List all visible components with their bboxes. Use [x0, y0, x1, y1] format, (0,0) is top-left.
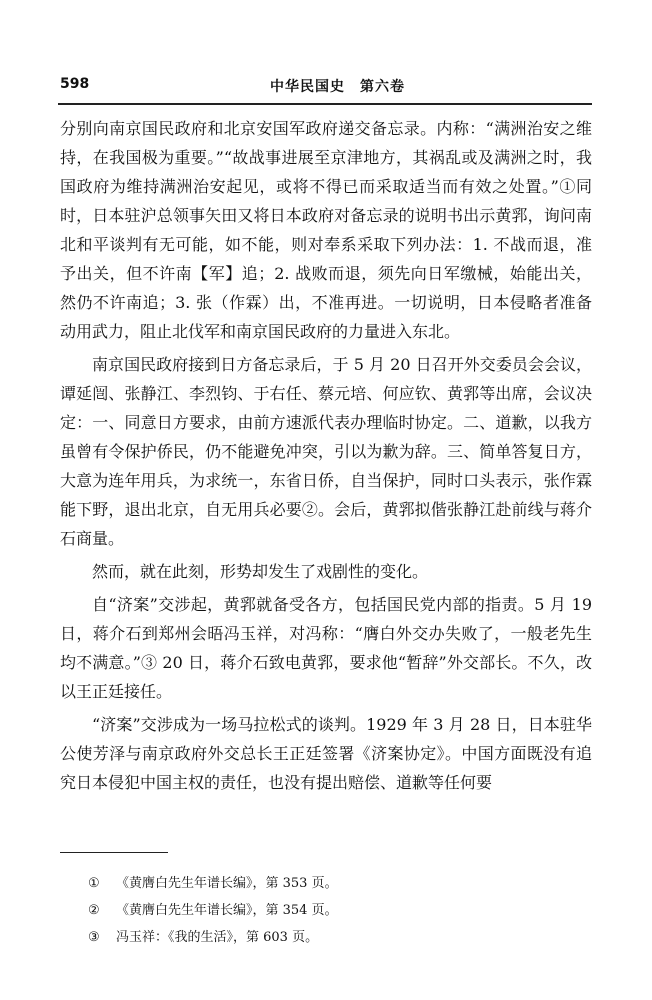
- footnote-marker: ②: [88, 903, 100, 918]
- footnote: [88, 897, 568, 924]
- paragraph: 南京国民政府接到日方备忘录后，于 5 月 20 日召开外交委员会会议，谭延闿、张静江、李烈钧、于右任、蔡元培、何应钦、黄郛等出席，会议决定：一、同意日方要求，由前方速派代表办理临时协定。二、道歉，以我方虽曾有令保护侨民，仍不能避免冲突，引以为歉为辞。三、简单答复日方，大意为连年用兵，为求统一，东省日侨，自当保护，同时口头表示，张作霖能下野，退出北京，自无用兵必要②。会后，黄郛拟偕张静江赴前线与蒋介石商量。: [60, 355, 592, 548]
- footnote-marker: ③: [88, 930, 100, 945]
- footnote-marker: ①: [88, 876, 100, 891]
- footnotes: [88, 870, 568, 951]
- paragraph: “济案”交涉成为一场马拉松式的谈判。1929 年 3 月 28 日，日本驻华公使芳泽与南京政府外交总长王正廷签署《济案协定》。中国方面既没有追究日本侵犯中国主权的责任，也没有提出赔偿、道歉等任何要: [60, 715, 592, 792]
- footnote-text: 《黄膺白先生年谱长编》，第 354 页。: [116, 903, 338, 918]
- footnote-text: 《黄膺白先生年谱长编》，第 353 页。: [116, 876, 338, 891]
- page-header: [60, 76, 592, 98]
- page-number: 598: [60, 76, 90, 92]
- body-text: [60, 114, 592, 801]
- footnote-rule: [60, 852, 168, 853]
- footnote: [88, 870, 568, 897]
- running-title: 中华民国史 第六卷: [270, 79, 405, 95]
- footnote: [88, 924, 568, 951]
- paragraph: 自“济案”交涉起，黄郛就备受各方，包括国民党内部的指责。5 月 19 日，蒋介石到郑州会晤冯玉祥，对冯称：“膺白外交办失败了，一般老先生均不满意。”③ 20 日，蒋介石致电黄郛，要求他“暂辞”外交部长。不久，改以王正廷接任。: [60, 595, 592, 701]
- footnote-text: 冯玉祥：《我的生活》，第 603 页。: [116, 930, 319, 945]
- paragraph: 然而，就在此刻，形势却发生了戏剧性的变化。: [92, 562, 429, 581]
- paragraph: 分别向南京国民政府和北京安国军政府递交备忘录。内称：“满洲治安之维持，在我国极为重要。”“故战事进展至京津地方，其祸乱或及满洲之时，我国政府为维持满洲治安起见，或将不得已而采取适当而有效之处置。”①同时，日本驻沪总领事矢田又将日本政府对备忘录的说明书出示黄郛，询问南北和平谈判有无可能，如不能，则对奉系采取下列办法：1. 不战而退，准予出关，但不许南【军】追；2. 战败而退，须先向日军缴械，始能出关，然仍不许南追；3. 张（作霖）出，不准再进。一切说明，日本侵略者准备动用武力，阻止北伐军和南京国民政府的力量进入东北。: [60, 119, 592, 341]
- header-rule: [58, 103, 592, 105]
